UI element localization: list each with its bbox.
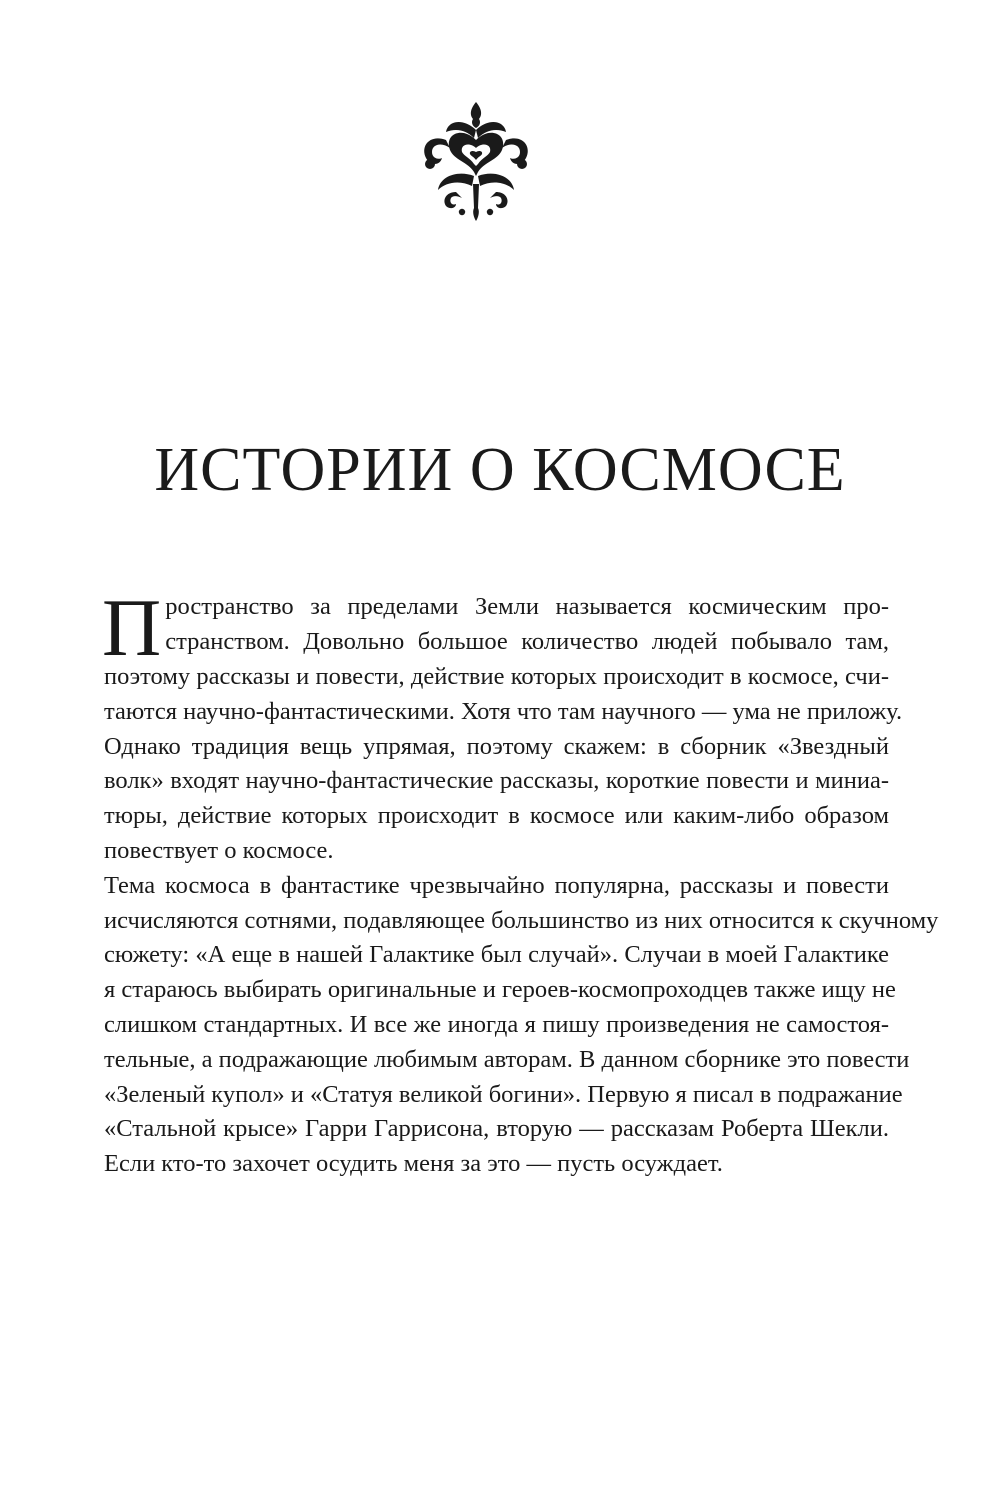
text-line: волк» входят научно-фантастические рассказы, короткие повести и миниа- (104, 767, 889, 795)
chapter-body (102, 582, 939, 1182)
text-line: повествует о космосе. (104, 836, 334, 864)
floral-ornament-icon (416, 100, 536, 222)
text-line: таются научно-фантастическими. Хотя что там научного — ума не приложу. (104, 697, 903, 725)
text-line: тюры, действие которых происходит в космосе или каким-либо образом (104, 802, 889, 830)
text-line: исчисляются сотнями, подавляющее большинство из них относится к скучному (104, 906, 939, 934)
text-line: тельные, а подражающие любимым авторам. В данном сборнике это повести (104, 1045, 910, 1073)
text-line: сюжету: «А еще в нашей Галактике был случай». Случаи в моей Галактике (104, 941, 889, 969)
text-line: странством. Довольно большое количество людей побывало там, (165, 627, 889, 655)
text-line: слишком стандартных. И все же иногда я пишу произведения не самостоя- (104, 1010, 889, 1038)
chapter-title: ИСТОРИИ О КОСМОСЕ (154, 436, 846, 504)
drop-cap: П (102, 582, 162, 673)
paragraph-1 (102, 582, 903, 869)
text-line: Тема космоса в фантастике чрезвычайно популярна, рассказы и повести (104, 871, 889, 899)
paragraph-2 (104, 869, 939, 1182)
text-line: я стараюсь выбирать оригинальные и героев-космопроходцев также ищу не (104, 976, 896, 1004)
text-line: Однако традиция вещь упрямая, поэтому скажем: в сборник «Звездный (104, 732, 889, 760)
text-line: Если кто-то захочет осудить меня за это — пусть осуждает. (104, 1150, 723, 1178)
text-line: ространство за пределами Земли называется космическим про- (165, 593, 889, 620)
text-line: поэтому рассказы и повести, действие которых происходит в космосе, счи- (104, 663, 889, 690)
text-line: «Стальной крысе» Гарри Гаррисона, вторую — рассказам Роберта Шекли. (104, 1115, 889, 1143)
text-line: «Зеленый купол» и «Статуя великой богини». Первую я писал в подражание (104, 1080, 903, 1108)
